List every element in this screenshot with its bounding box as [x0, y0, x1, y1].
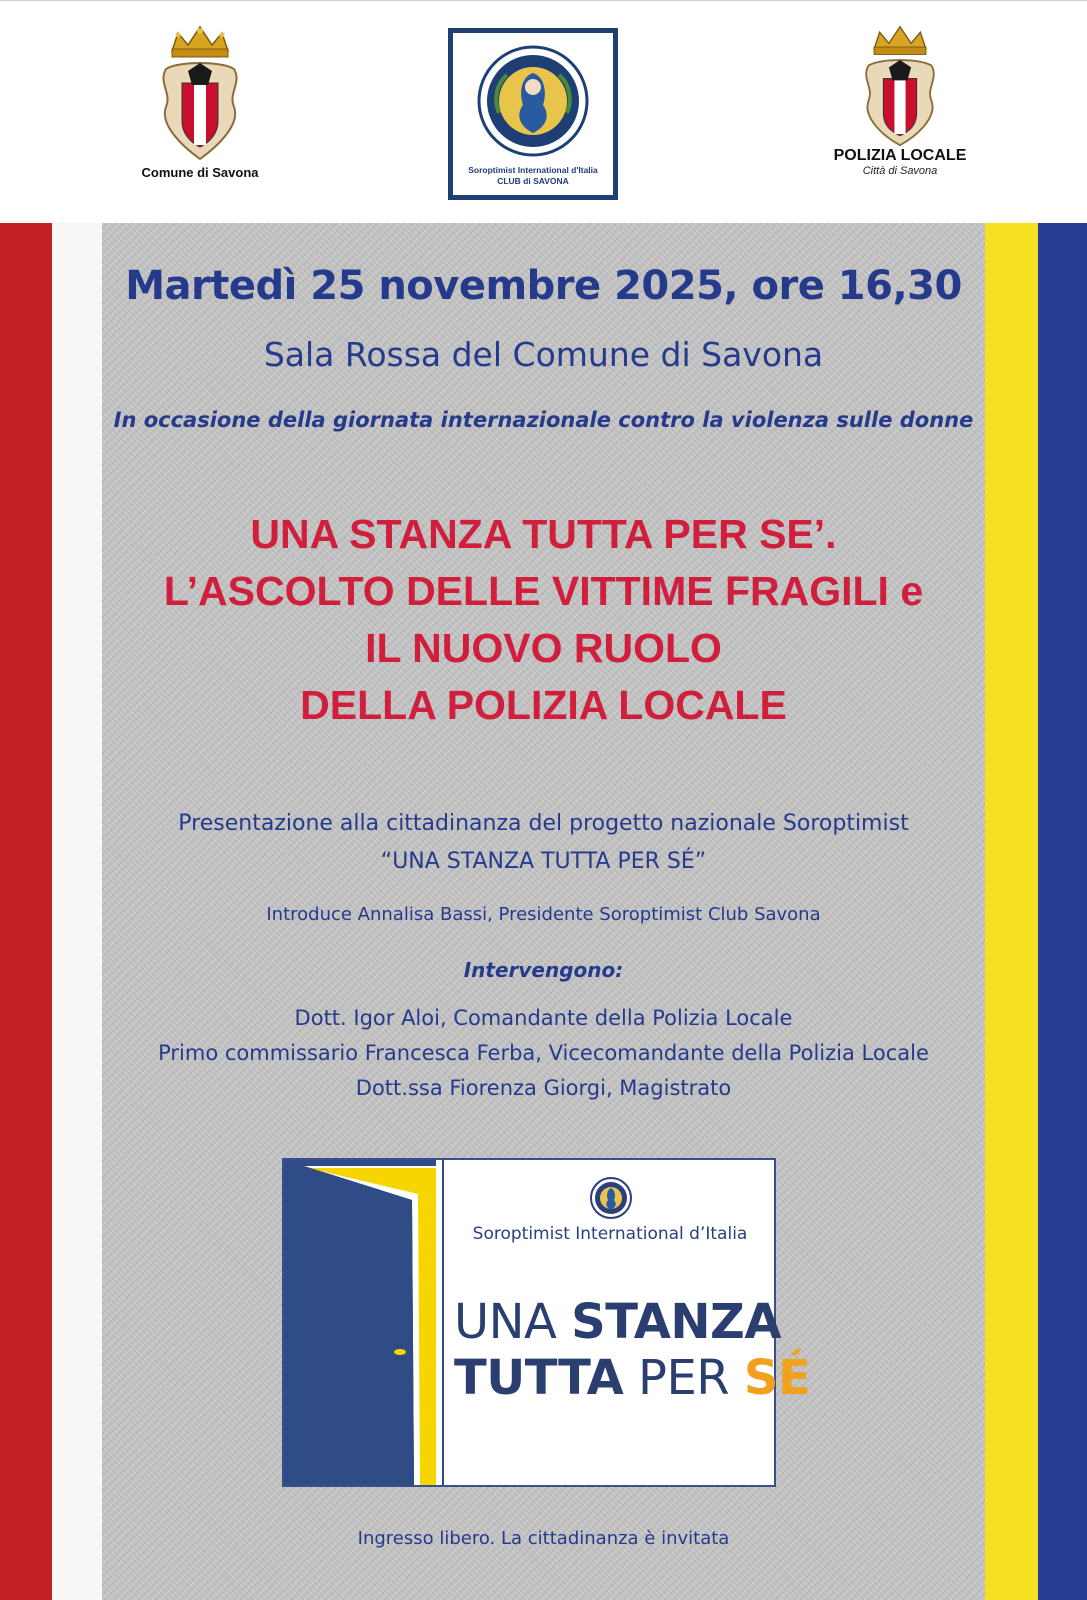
- introduction-text: Introduce Annalisa Bassi, Presidente Soroptimist Club Savona: [266, 904, 821, 925]
- event-title-line-4: DELLA POLIZIA LOCALE: [300, 682, 787, 728]
- project-name-una: UNA: [454, 1294, 572, 1350]
- presentation-line-2: “UNA STANZA TUTTA PER SÉ”: [380, 849, 707, 874]
- project-name-stanza: STANZA: [571, 1294, 781, 1350]
- white-stripe: [52, 223, 102, 1600]
- polizia-subcaption: Città di Savona: [862, 165, 938, 177]
- speaker-item: Dott.ssa Fiorenza Giorgi, Magistrato: [355, 1076, 732, 1100]
- event-occasion: In occasione della giornata internazionale contro la violenza sulle donne: [113, 408, 974, 432]
- speakers-list: [102, 1001, 985, 1106]
- city-crest-icon: [158, 23, 242, 163]
- red-stripe: [0, 223, 52, 1600]
- comune-caption: Comune di Savona: [141, 165, 259, 180]
- header-band: [0, 0, 1087, 224]
- project-name-line-2: [454, 1350, 811, 1406]
- event-title-line-2: L’ASCOLTO DELLE VITTIME FRAGILI e: [163, 568, 924, 614]
- project-logo: [282, 1158, 811, 1487]
- project-name-line-1: [454, 1294, 781, 1350]
- entry-note: Ingresso libero. La cittadinanza è invitata: [357, 1528, 730, 1549]
- presentation-line-1: Presentazione alla cittadinanza del progetto nazionale Soroptimist: [178, 811, 909, 836]
- comune-logo: [120, 23, 280, 180]
- soroptimist-club-caption-1: Soroptimist International d'Italia: [468, 165, 598, 175]
- blue-stripe: [1038, 223, 1087, 1600]
- polizia-caption: POLIZIA LOCALE: [833, 147, 967, 164]
- presentation-text: [102, 805, 985, 881]
- soroptimist-club-caption-2: CLUB di SAVONA: [497, 176, 569, 186]
- speakers-heading: Intervengono:: [463, 958, 624, 982]
- yellow-stripe: [985, 223, 1038, 1600]
- project-name-tutta: TUTTA: [454, 1350, 624, 1406]
- speaker-item: Dott. Igor Aloi, Comandante della Polizia Locale: [294, 1006, 793, 1030]
- event-venue: Sala Rossa del Comune di Savona: [263, 335, 824, 374]
- event-panel: [102, 223, 985, 1600]
- event-date: Martedì 25 novembre 2025, ore 16,30: [125, 263, 962, 309]
- soroptimist-club-logo: [448, 28, 618, 200]
- polizia-locale-logo: [820, 23, 980, 177]
- project-name-per: PER: [623, 1350, 744, 1406]
- project-organization: Soroptimist International d’Italia: [472, 1224, 748, 1244]
- open-door-icon: [284, 1160, 444, 1485]
- event-title-line-3: IL NUOVO RUOLO: [365, 625, 722, 671]
- project-name-se: SÉ: [743, 1350, 811, 1406]
- soroptimist-emblem-icon: [473, 43, 593, 161]
- event-title-line-1: UNA STANZA TUTTA PER SE’.: [250, 511, 837, 557]
- speaker-item: Primo commissario Francesca Ferba, Vicecomandante della Polizia Locale: [158, 1041, 929, 1065]
- soroptimist-small-emblem-icon: [589, 1176, 633, 1220]
- police-crest-icon: [861, 23, 939, 147]
